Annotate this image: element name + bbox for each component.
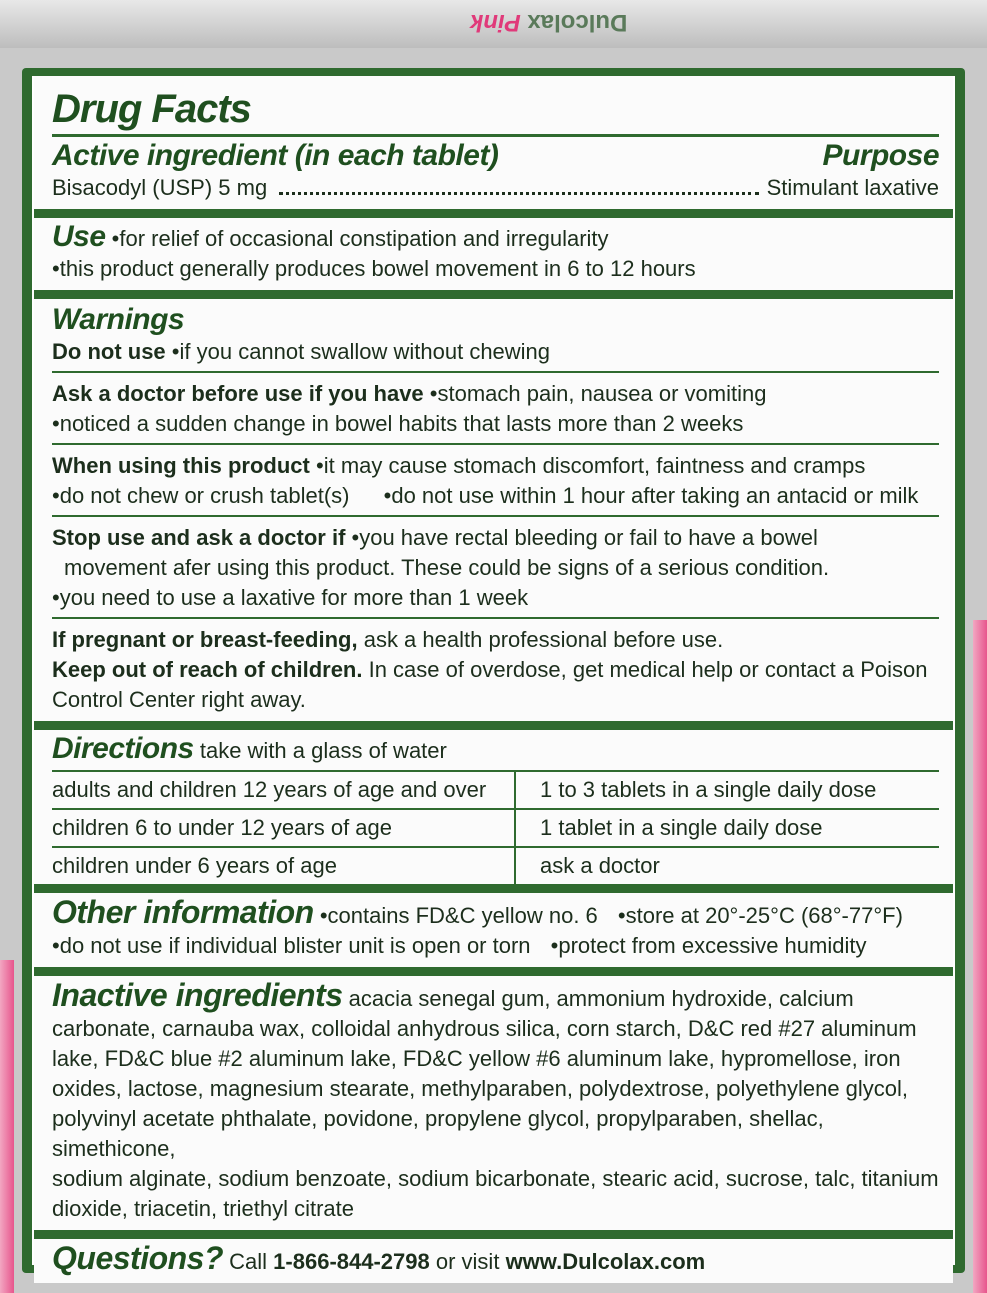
inactive-line: lake, FD&C blue #2 aluminum lake, FD&C yellow #6 aluminum lake, hypromellose, iron <box>52 1046 901 1071</box>
other-info-item-3: •do not use if individual blister unit is open or torn <box>52 933 531 958</box>
do-not-use-text: •if you cannot swallow without chewing <box>171 339 551 364</box>
section-use <box>34 218 953 299</box>
ask-doctor-text-1: •stomach pain, nausea or vomiting <box>429 381 767 406</box>
section-other-information <box>34 893 953 976</box>
pregnant-label: If pregnant or breast-feeding, <box>52 627 358 652</box>
directions-heading: Directions <box>52 732 194 765</box>
when-using-text-2: •do not chew or crush tablet(s) <box>52 483 350 508</box>
do-not-use-label: Do not use <box>52 339 166 364</box>
use-heading: Use <box>52 220 106 253</box>
drug-facts-title: Drug Facts <box>52 87 251 131</box>
ask-doctor-label: Ask a doctor before use if you have <box>52 381 424 406</box>
section-questions <box>34 1239 953 1283</box>
warnings-rule-2 <box>52 443 939 445</box>
inactive-line: oxides, lactose, magnesium stearate, methylparaben, polydextrose, polyethylene glycol, <box>52 1076 909 1101</box>
directions-table <box>52 770 939 884</box>
warnings-rule-1 <box>52 371 939 373</box>
directions-dose: 1 to 3 tablets in a single daily dose <box>515 771 939 809</box>
stop-use-label: Stop use and ask a doctor if <box>52 525 346 550</box>
stop-use-text-1: •you have rectal bleeding or fail to have a bowel <box>351 525 818 550</box>
flap-brand-text <box>470 8 627 36</box>
dot-leader <box>279 192 758 195</box>
pink-box-edge-left <box>0 960 14 1293</box>
inactive-line: carbonate, carnauba wax, colloidal anhydrous silica, corn starch, D&C red #27 aluminum <box>52 1016 917 1041</box>
questions-url: www.Dulcolax.com <box>505 1249 706 1274</box>
when-using-label: When using this product <box>52 453 310 478</box>
directions-dose: 1 tablet in a single daily dose <box>515 809 939 847</box>
active-ingredient-name: Bisacodyl (USP) 5 mg <box>52 175 268 200</box>
use-line-2: •this product generally produces bowel movement in 6 to 12 hours <box>52 256 696 281</box>
use-line-1: •for relief of occasional constipation and irregularity <box>111 226 609 251</box>
directions-who: adults and children 12 years of age and over <box>52 771 515 809</box>
table-row <box>52 771 939 809</box>
warnings-rule-3 <box>52 515 939 517</box>
purpose-heading: Purpose <box>822 139 939 172</box>
stop-use-text-2: movement afer using this product. These could be signs of a serious condition. <box>64 555 830 580</box>
directions-dose: ask a doctor <box>515 847 939 884</box>
when-using-text-3: •do not use within 1 hour after taking an antacid or milk <box>383 483 919 508</box>
flap-brand-variant: Pink <box>470 9 521 36</box>
other-info-heading: Other information <box>52 894 314 930</box>
directions-who: children under 6 years of age <box>52 847 515 884</box>
inactive-line: dioxide, triacetin, triethyl citrate <box>52 1196 355 1221</box>
section-active-ingredient <box>34 76 953 218</box>
inactive-line: polyvinyl acetate phthalate, povidone, propylene glycol, propylparaben, shellac, simethicone, <box>52 1106 824 1161</box>
pregnant-text: ask a health professional before use. <box>357 627 724 652</box>
flap-brand-name: Dulcolax <box>527 9 628 36</box>
inactive-heading: Inactive ingredients <box>52 977 343 1013</box>
questions-heading: Questions? <box>52 1240 224 1276</box>
inactive-line: acacia senegal gum, ammonium hydroxide, calcium <box>348 986 854 1011</box>
active-ingredient-row <box>52 173 939 203</box>
box-top-flap <box>0 0 987 48</box>
stop-use-text-3: •you need to use a laxative for more than 1 week <box>52 585 529 610</box>
directions-intro: take with a glass of water <box>199 738 447 763</box>
active-ingredient-purpose: Stimulant laxative <box>766 175 939 200</box>
section-directions <box>34 730 953 893</box>
table-row <box>52 847 939 884</box>
pink-box-edge-right <box>973 620 987 1293</box>
ask-doctor-text-2: •noticed a sudden change in bowel habits that lasts more than 2 weeks <box>52 411 744 436</box>
keep-out-text-2: Control Center right away. <box>52 687 306 712</box>
other-info-item-1: •contains FD&C yellow no. 6 <box>319 903 598 928</box>
questions-or-visit: or visit <box>435 1249 500 1274</box>
other-info-item-4: •protect from excessive humidity <box>550 933 867 958</box>
directions-who: children 6 to under 12 years of age <box>52 809 515 847</box>
active-heading-row <box>52 139 939 173</box>
other-info-item-2: •store at 20°-25°C (68°-77°F) <box>617 903 903 928</box>
drug-facts-inner <box>32 76 955 1276</box>
keep-out-text: In case of overdose, get medical help or contact a Poison <box>362 657 928 682</box>
section-inactive-ingredients <box>34 976 953 1239</box>
questions-call: Call <box>229 1249 268 1274</box>
when-using-text-1: •it may cause stomach discomfort, faintness and cramps <box>316 453 866 478</box>
inactive-line: sodium alginate, sodium benzoate, sodium bicarbonate, stearic acid, sucrose, talc, titanium <box>52 1166 939 1191</box>
section-warnings <box>34 299 953 730</box>
title-rule <box>52 134 939 137</box>
questions-phone: 1-866-844-2798 <box>273 1249 430 1274</box>
drug-facts-panel <box>22 68 965 1276</box>
table-row <box>52 809 939 847</box>
warnings-heading: Warnings <box>52 303 185 336</box>
warnings-rule-4 <box>52 617 939 619</box>
keep-out-label: Keep out of reach of children. <box>52 657 363 682</box>
active-ingredient-heading: Active ingredient (in each tablet) <box>52 139 499 172</box>
